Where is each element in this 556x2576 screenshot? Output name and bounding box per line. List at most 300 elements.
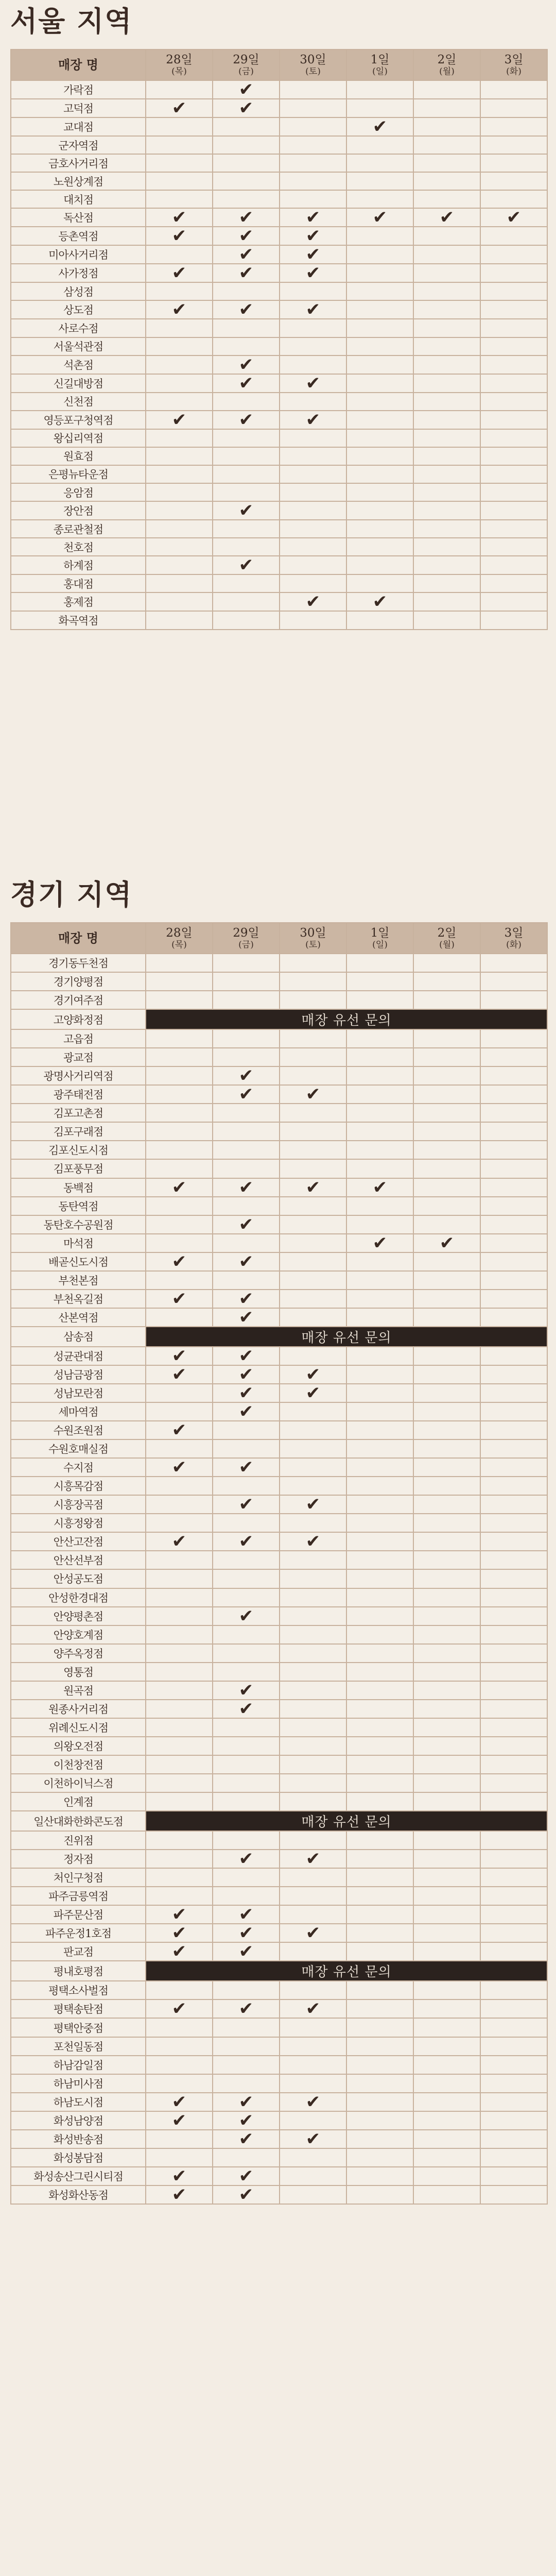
empty-cell [346,972,413,991]
empty-cell [413,319,480,337]
check-mark-icon: ✔ [213,99,280,117]
date-label: 29일 [233,926,259,940]
table-row [11,264,547,282]
empty-cell [480,1085,547,1104]
store-name: 배곧신도시점 [11,1252,146,1271]
empty-cell [280,154,346,172]
empty-cell [346,1625,413,1644]
empty-cell [480,1159,547,1178]
store-name: 화성봉담점 [11,2148,146,2167]
store-name: 상도점 [11,300,146,319]
table-row [11,2167,547,2185]
empty-cell [346,1607,413,1625]
table-row [11,282,547,300]
empty-cell [413,611,480,629]
empty-cell [280,465,346,483]
check-mark-icon: ✔ [146,1905,213,1924]
empty-cell [346,1066,413,1085]
store-name: 등촌역점 [11,227,146,245]
empty-cell [480,1588,547,1607]
empty-cell [346,1347,413,1365]
empty-cell [346,154,413,172]
date-column-header [480,923,547,954]
check-mark-icon: ✔ [213,264,280,282]
store-name: 시흥목감점 [11,1477,146,1495]
empty-cell [413,2093,480,2111]
check-mark-icon: ✔ [346,117,413,136]
check-mark-icon: ✔ [280,1850,346,1868]
empty-cell [280,80,346,99]
store-name: 안성한경대점 [11,1588,146,1607]
empty-cell [346,429,413,447]
empty-cell [480,80,547,99]
empty-cell [413,2130,480,2148]
empty-cell [413,1681,480,1700]
empty-cell [280,319,346,337]
empty-cell [280,429,346,447]
store-name: 독산점 [11,208,146,227]
table-row [11,154,547,172]
check-mark-icon: ✔ [146,1178,213,1197]
header-row [11,49,547,80]
empty-cell [346,1252,413,1271]
empty-cell [480,2167,547,2185]
region-title: 경기 지역 [10,878,133,911]
empty-cell [213,172,280,190]
table-row [11,1308,547,1327]
empty-cell [146,574,213,592]
store-name: 장안점 [11,501,146,520]
store-name: 홍대점 [11,574,146,592]
check-mark-icon: ✔ [146,1365,213,1384]
empty-cell [480,1495,547,1514]
empty-cell [146,136,213,154]
table-row [11,1514,547,1532]
empty-cell [413,1290,480,1308]
empty-cell [280,991,346,1009]
check-mark-icon: ✔ [280,411,346,429]
empty-cell [480,1066,547,1085]
empty-cell [280,1942,346,1961]
empty-cell [280,1663,346,1681]
empty-cell [480,501,547,520]
empty-cell [213,1421,280,1439]
store-column-header: 매장 명 [11,923,146,954]
empty-cell [346,2111,413,2130]
empty-cell [346,1831,413,1850]
table-row [11,1924,547,1942]
store-name: 인계점 [11,1792,146,1811]
store-name: 파주금릉역점 [11,1887,146,1905]
empty-cell [213,611,280,629]
table-row [11,300,547,319]
empty-cell [146,1477,213,1495]
empty-cell [480,2093,547,2111]
empty-cell [213,1029,280,1048]
empty-cell [346,991,413,1009]
empty-cell [413,991,480,1009]
empty-cell [480,2148,547,2167]
table-row [11,1887,547,1905]
empty-cell [213,1644,280,1663]
empty-cell [480,1569,547,1588]
empty-cell [480,227,547,245]
empty-cell [213,1981,280,1999]
empty-cell [480,1924,547,1942]
empty-cell [146,592,213,611]
table-row [11,1942,547,1961]
empty-cell [480,1215,547,1234]
table-row [11,1178,547,1197]
check-mark-icon: ✔ [280,374,346,393]
empty-cell [213,1234,280,1252]
empty-cell [413,1402,480,1421]
empty-cell [280,1607,346,1625]
empty-cell [146,501,213,520]
empty-cell [480,1365,547,1384]
check-mark-icon: ✔ [213,1999,280,2018]
store-name: 영등포구청역점 [11,411,146,429]
check-mark-icon: ✔ [213,1066,280,1085]
empty-cell [480,1402,547,1421]
empty-cell [146,1029,213,1048]
store-name: 응암점 [11,483,146,501]
check-mark-icon: ✔ [146,1347,213,1365]
empty-cell [146,2018,213,2037]
empty-cell [146,1700,213,1718]
store-name: 화성반송점 [11,2130,146,2148]
table-row [11,520,547,538]
empty-cell [213,337,280,355]
empty-cell [146,1644,213,1663]
empty-cell [346,1290,413,1308]
empty-cell [213,1887,280,1905]
empty-cell [413,538,480,556]
check-mark-icon: ✔ [280,1365,346,1384]
table-row [11,1868,547,1887]
date-label: 1일 [370,53,390,66]
table-row [11,592,547,611]
table-row [11,1905,547,1924]
empty-cell [213,319,280,337]
store-name: 사가정점 [11,264,146,282]
table-row [11,972,547,991]
store-name: 하남감일점 [11,2056,146,2074]
empty-cell [280,1122,346,1141]
date-column-header [413,923,480,954]
table-row [11,1850,547,1868]
empty-cell [280,1308,346,1327]
empty-cell [413,2148,480,2167]
check-mark-icon: ✔ [213,208,280,227]
empty-cell [146,1551,213,1569]
empty-cell [146,172,213,190]
store-name: 화곡역점 [11,611,146,629]
empty-cell [413,1774,480,1792]
empty-cell [146,483,213,501]
empty-cell [413,1924,480,1942]
empty-cell [146,1085,213,1104]
table-row [11,80,547,99]
phone-inquiry-notice: 매장 유선 문의 [146,1811,547,1831]
store-schedule-table [10,49,548,630]
empty-cell [213,1663,280,1681]
empty-cell [146,1122,213,1141]
check-mark-icon: ✔ [146,1924,213,1942]
store-name: 위례신도시점 [11,1718,146,1737]
empty-cell [413,264,480,282]
check-mark-icon: ✔ [146,2167,213,2185]
store-name: 경기양평점 [11,972,146,991]
empty-cell [413,954,480,972]
empty-cell [480,1252,547,1271]
table-row [11,172,547,190]
empty-cell [413,2018,480,2037]
table-row [11,574,547,592]
empty-cell [146,1197,213,1215]
empty-cell [480,972,547,991]
empty-cell [480,1850,547,1868]
empty-cell [413,1197,480,1215]
empty-cell [480,2130,547,2148]
date-column-header [213,49,280,80]
table-row [11,190,547,208]
check-mark-icon: ✔ [346,592,413,611]
store-name: 성남금광점 [11,1365,146,1384]
empty-cell [146,1625,213,1644]
empty-cell [480,1551,547,1569]
empty-cell [346,1755,413,1774]
empty-cell [280,1104,346,1122]
table-row [11,954,547,972]
empty-cell [346,1868,413,1887]
empty-cell [480,172,547,190]
empty-cell [146,447,213,465]
store-name: 동탄역점 [11,1197,146,1215]
empty-cell [480,1942,547,1961]
empty-cell [346,1197,413,1215]
table-row [11,1551,547,1569]
table-row [11,1644,547,1663]
empty-cell [146,2037,213,2056]
empty-cell [280,1215,346,1234]
empty-cell [213,2056,280,2074]
check-mark-icon: ✔ [213,2111,280,2130]
table-row [11,501,547,520]
table-row [11,1402,547,1421]
empty-cell [480,1271,547,1290]
empty-cell [346,1981,413,1999]
empty-cell [480,1905,547,1924]
empty-cell [480,264,547,282]
empty-cell [346,1421,413,1439]
empty-cell [413,1384,480,1402]
empty-cell [346,2148,413,2167]
empty-cell [213,136,280,154]
store-name: 동탄호수공원점 [11,1215,146,1234]
store-name: 고읍점 [11,1029,146,1048]
check-mark-icon: ✔ [280,592,346,611]
empty-cell [213,1122,280,1141]
empty-cell [213,1718,280,1737]
check-mark-icon: ✔ [213,1252,280,1271]
check-mark-icon: ✔ [146,2111,213,2130]
empty-cell [280,393,346,411]
store-name: 양주옥정점 [11,1644,146,1663]
empty-cell [146,1514,213,1532]
empty-cell [213,954,280,972]
check-mark-icon: ✔ [213,1681,280,1700]
empty-cell [346,447,413,465]
date-column-header [146,923,213,954]
empty-cell [346,1514,413,1532]
empty-cell [413,1122,480,1141]
table-row [11,1215,547,1234]
store-name: 신길대방점 [11,374,146,393]
empty-cell [413,2111,480,2130]
empty-cell [280,282,346,300]
empty-cell [346,1569,413,1588]
empty-cell [346,1159,413,1178]
empty-cell [146,1141,213,1159]
check-mark-icon: ✔ [213,245,280,264]
empty-cell [413,1981,480,1999]
table-row [11,429,547,447]
empty-cell [480,1532,547,1551]
empty-cell [213,2018,280,2037]
empty-cell [480,1477,547,1495]
check-mark-icon: ✔ [280,227,346,245]
empty-cell [346,1792,413,1811]
date-label: 30일 [300,53,326,66]
empty-cell [480,1178,547,1197]
check-mark-icon: ✔ [213,1532,280,1551]
empty-cell [480,2111,547,2130]
empty-cell [413,1532,480,1551]
date-label: 1일 [370,926,390,940]
empty-cell [413,556,480,574]
empty-cell [413,1999,480,2018]
table-row [11,1365,547,1384]
store-name: 안산고잔점 [11,1532,146,1551]
empty-cell [480,1421,547,1439]
table-row [11,245,547,264]
empty-cell [413,1663,480,1681]
empty-cell [413,592,480,611]
check-mark-icon: ✔ [146,99,213,117]
empty-cell [346,172,413,190]
check-mark-icon: ✔ [280,2130,346,2148]
check-mark-icon: ✔ [280,1384,346,1402]
empty-cell [280,1737,346,1755]
check-mark-icon: ✔ [146,411,213,429]
empty-cell [346,1887,413,1905]
table-row [11,2148,547,2167]
empty-cell [280,1551,346,1569]
empty-cell [280,501,346,520]
empty-cell [346,1048,413,1066]
weekday-label: (금) [238,66,254,77]
store-name: 성균관대점 [11,1347,146,1365]
empty-cell [413,245,480,264]
check-mark-icon: ✔ [146,2185,213,2204]
phone-inquiry-notice: 매장 유선 문의 [146,1327,547,1347]
empty-cell [346,520,413,538]
weekday-label: (화) [506,66,522,77]
empty-cell [346,319,413,337]
empty-cell [480,1774,547,1792]
empty-cell [213,1551,280,1569]
empty-cell [280,1421,346,1439]
empty-cell [280,1718,346,1737]
empty-cell [413,1514,480,1532]
empty-cell [413,1271,480,1290]
empty-cell [346,1029,413,1048]
table-row [11,117,547,136]
date-column-header [280,923,346,954]
phone-inquiry-notice: 매장 유선 문의 [146,1009,547,1029]
weekday-label: (월) [439,66,455,77]
date-label: 30일 [300,926,326,940]
table-row [11,1999,547,2018]
empty-cell [280,1159,346,1178]
empty-cell [280,1048,346,1066]
store-name: 화성화산동점 [11,2185,146,2204]
empty-cell [413,1905,480,1924]
empty-cell [346,1774,413,1792]
date-label: 2일 [437,926,457,940]
store-name: 하계점 [11,556,146,574]
store-name: 이천하이닉스점 [11,1774,146,1792]
table-row [11,1384,547,1402]
empty-cell [213,1569,280,1588]
date-label: 28일 [166,53,193,66]
table-row [11,1197,547,1215]
empty-cell [280,1700,346,1718]
empty-cell [213,190,280,208]
empty-cell [413,1868,480,1887]
empty-cell [413,1252,480,1271]
empty-cell [280,1477,346,1495]
empty-cell [280,1588,346,1607]
empty-cell [480,1514,547,1532]
empty-cell [413,1737,480,1755]
date-column-header [146,49,213,80]
store-name: 김포고촌점 [11,1104,146,1122]
table-row [11,2074,547,2093]
store-name: 교대점 [11,117,146,136]
empty-cell [280,1402,346,1421]
empty-cell [280,520,346,538]
table-row [11,483,547,501]
store-name: 안산선부점 [11,1551,146,1569]
empty-cell [346,80,413,99]
empty-cell [413,2037,480,2056]
check-mark-icon: ✔ [413,1234,480,1252]
check-mark-icon: ✔ [213,1308,280,1327]
empty-cell [280,1831,346,1850]
check-mark-icon: ✔ [280,264,346,282]
empty-cell [146,319,213,337]
weekday-label: (일) [372,66,388,77]
empty-cell [413,972,480,991]
region-title: 서울 지역 [10,5,133,38]
date-column-header [346,49,413,80]
empty-cell [480,447,547,465]
empty-cell [480,374,547,393]
store-name: 원종사거리점 [11,1700,146,1718]
empty-cell [346,1644,413,1663]
